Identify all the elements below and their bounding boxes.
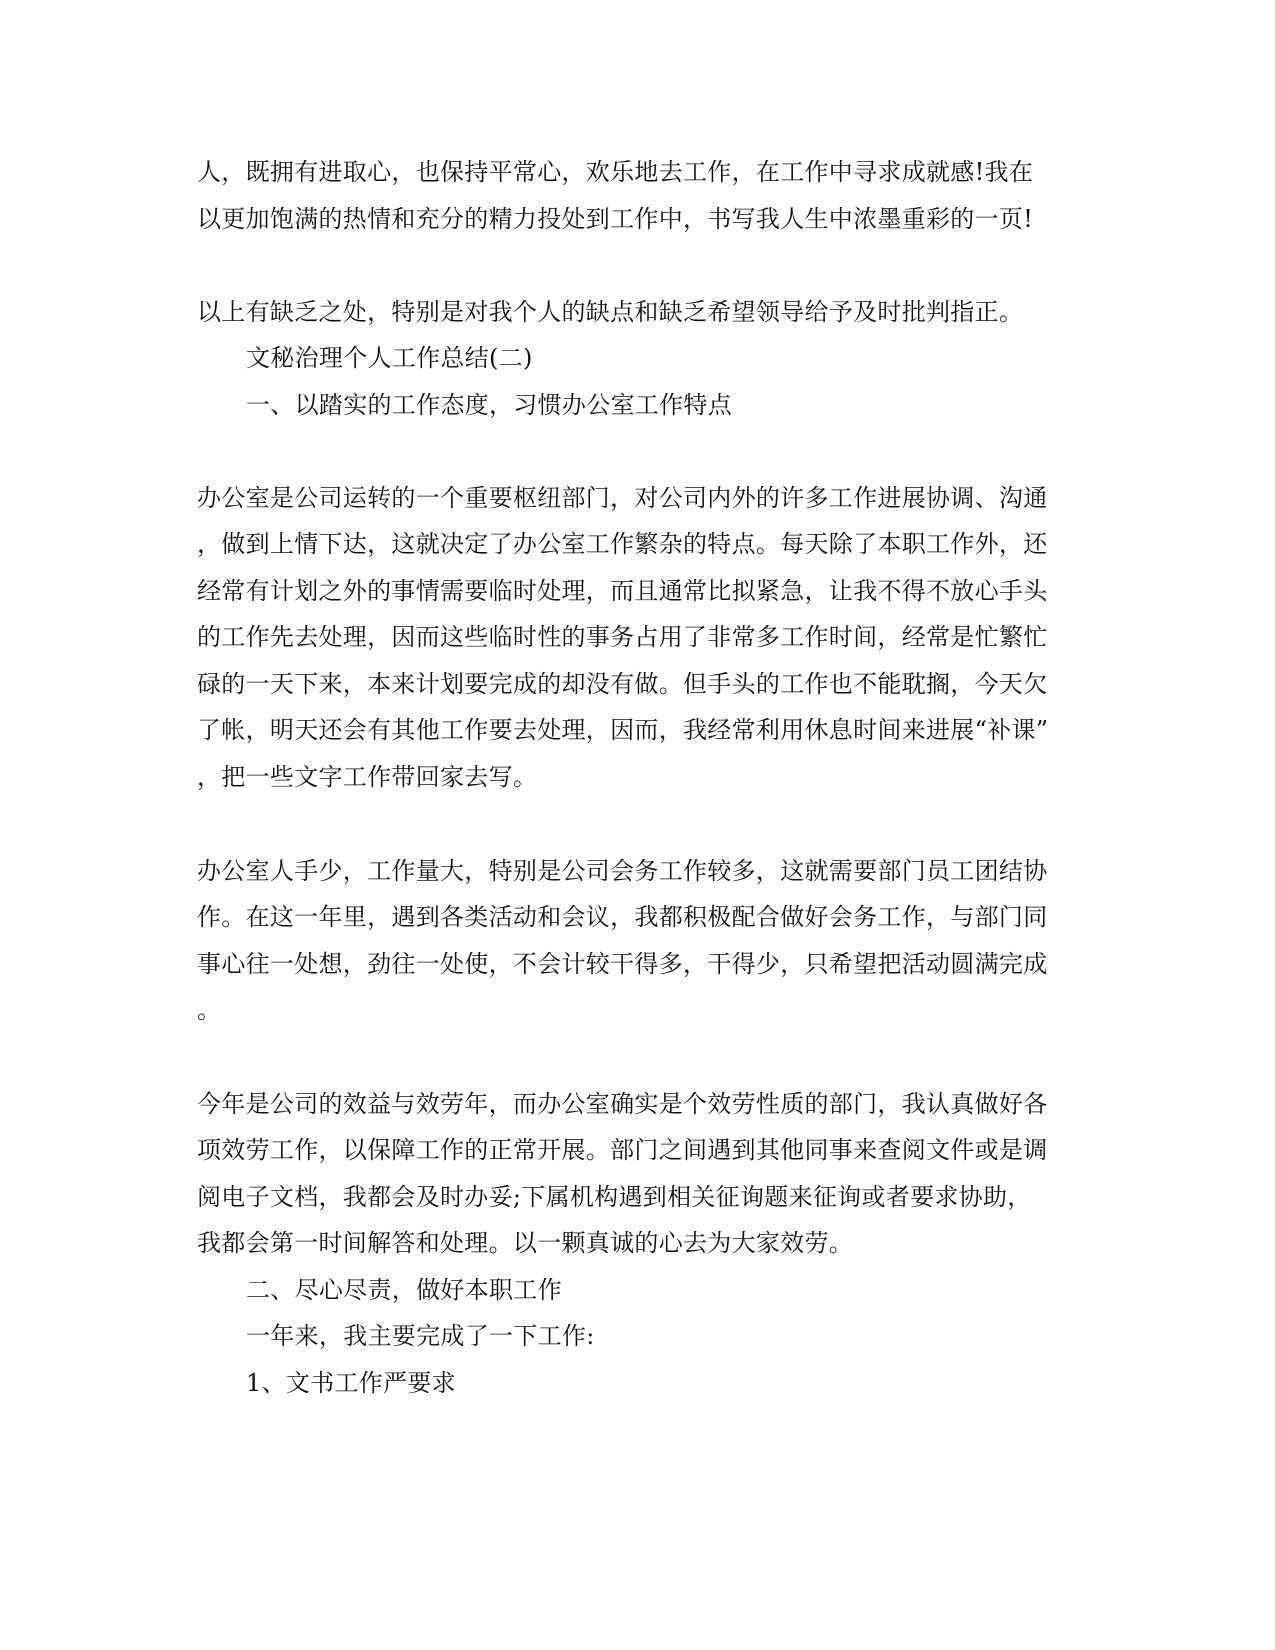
body-text-line: 我都会第一时间解答和处理。以一颗真诚的心去为大家效劳。: [197, 1229, 854, 1257]
list-item-heading: 1、文书工作严要求: [246, 1369, 456, 1397]
section-heading: 二、尽心尽责，做好本职工作: [246, 1276, 562, 1304]
body-text-line: ，做到上情下达，这就决定了办公室工作繁杂的特点。每天除了本职工作外，还: [197, 530, 1048, 558]
body-text-line: 今年是公司的效益与效劳年，而办公室确实是个效劳性质的部门，我认真做好各: [197, 1090, 1048, 1118]
body-text-line: 碌的一天下来，本来计划要完成的却没有做。但手头的工作也不能耽搁，今天欠: [197, 670, 1048, 698]
body-text-line: 。: [197, 996, 222, 1024]
body-text-line: 了帐，明天还会有其他工作要去处理，因而，我经常利用休息时间来进展“补课”: [197, 716, 1049, 744]
body-text-line: 事心往一处想，劲往一处使，不会计较干得多，干得少，只希望把活动圆满完成: [197, 950, 1048, 978]
body-text-line: 经常有计划之外的事情需要临时处理，而且通常比拟紧急，让我不得不放心手头: [197, 577, 1048, 605]
body-text-line: 阅电子文档，我都会及时办妥;下属机构遇到相关征询题来征询或者要求协助，: [197, 1183, 1032, 1211]
body-text-line: 一年来，我主要完成了一下工作:: [246, 1322, 595, 1350]
body-text-line: 以上有缺乏之处，特别是对我个人的缺点和缺乏希望领导给予及时批判指正。: [197, 298, 1024, 326]
body-text-line: 以更加饱满的热情和充分的精力投处到工作中，书写我人生中浓墨重彩的一页!: [197, 205, 1034, 233]
section-title: 文秘治理个人工作总结(二): [246, 344, 533, 372]
section-heading: 一、以踏实的工作态度，习惯办公室工作特点: [246, 391, 732, 419]
body-text-line: 办公室人手少，工作量大，特别是公司会务工作较多，这就需要部门员工团结协: [197, 857, 1048, 885]
body-text-line: 的工作先去处理，因而这些临时性的事务占用了非常多工作时间，经常是忙繁忙: [197, 623, 1048, 651]
body-text-line: 办公室是公司运转的一个重要枢纽部门，对公司内外的许多工作进展协调、沟通: [197, 484, 1048, 512]
body-text-line: 作。在这一年里，遇到各类活动和会议，我都积极配合做好会务工作，与部门同: [197, 903, 1048, 931]
body-text-line: ，把一些文字工作带回家去写。: [197, 763, 538, 791]
body-text-line: 项效劳工作，以保障工作的正常开展。部门之间遇到其他同事来查阅文件或是调: [197, 1136, 1048, 1164]
body-text-line: 人，既拥有进取心，也保持平常心，欢乐地去工作，在工作中寻求成就感!我在: [197, 158, 1034, 186]
